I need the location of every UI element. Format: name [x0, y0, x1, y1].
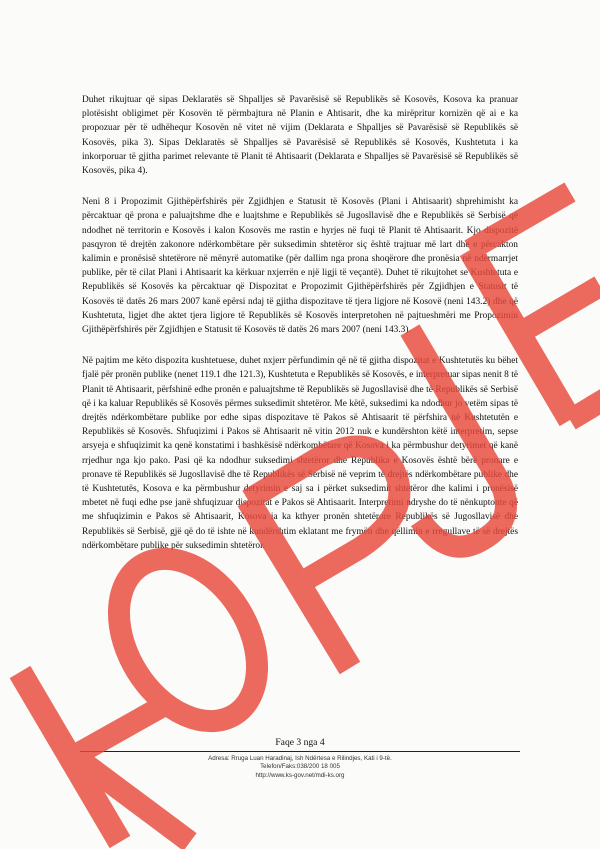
footer-address: [150, 755, 450, 780]
document-body: [82, 93, 518, 570]
page-number: Faqe 3 nga 4: [275, 737, 325, 748]
phone-line: Telefon/Faks:038/200 18 005: [260, 763, 340, 771]
footer-divider: [80, 751, 520, 752]
website-line: http://www.ks-gov.net/mdi-ks.org: [255, 771, 345, 779]
address-line: Adresa: Rruga Luan Haradinaj, Ish Ndërtesa e Rilindjes, Kati i 9-të.: [208, 755, 392, 762]
paragraph-interpretation: Në pajtim me këto dispozita kushtetuese, duhet nxjerr përfundimin që në të gjitha dispozitat e Kushtetutës ku bëhet fjalë për pronën publike (nenet 119.1 dhe 121.3), Kushtetuta e Republikës së Kosovës, e interpretuar sipas nenit 8 të Planit të Ahtisaarit, përfshinë edhe pronën e paluajtshme të Republikës së Jugosllavisë dhe të Republikës së Serbisë që i ka kaluar Republikës së Kosovës përmes suksedimit shtetëror. Me këtë, suksedimi ka ndodhur jo vetëm sipas të drejtës ndërkombëtare publike por edhe sipas dispozitave të Pakos së Ahtisaarit të përfshira në Kushtetutën e Republikës së Kosovës. Shfuqizimi i Pakos së Ahtisaarit në vitin 2012 nuk e kundërshton këtë interpretim, sepse arsyeja e shfuqizimit ka qenë konstatimi i bashkësisë ndërkombëtare që Kosova i ka përmbushur detyrimet që kanë rrjedhur nga kjo pako. Pasi që ka ndodhur suksedimi shtetëror dhe Republika e Kosovës është bërë pronare e pronave të Republikës së Jugosllavisë dhe të Republikës së Serbisë në veprim të drejtës ndërkombëtare publike dhe të Kushtetutës, Kosova e ka përmbushur detyrimin e saj sa i përket suksedimit shtetëror dhe kalimi i pronësisë mbetet në fuqi edhe pse janë shfuqizuar dispozitat e Pakos së Ahtisaarit. Interpretimi ndryshe do të nënkuptonte që me shfuqizimin e Pakos së Ahtisaarit, Kosova ia ka kthyer pronën shtetërore Republikës së Jugosllavisë dhe Republikës së Serbisë, gjë që do të ishte në kundërshtim eklatant me frymën dhe qëllimin e rregullave të së drejtës ndërkombëtare publike për suksedimin shtetëror.: [82, 356, 518, 551]
paragraph-article-8: Neni 8 i Propozimit Gjithëpërfshirës për Zgjidhjen e Statusit të Kosovës (Plani i Ahtisaarit) shprehimisht ka përcaktuar që prona e paluajtshme dhe e luajtshme e Republikës së Jugosllavisë dhe e Republikës së Serbisë që ndodhet në territorin e Kosovës i kalon Kosovës me rastin e hyrjes në fuqi të Planit të Ahtisaarit. Kjo dispozitë pasqyron të drejtën zakonore ndërkombëtare për suksedimin shtetëror siç është trajtuar më lart dhe e përcakton kalimin e pronësisë shtetërore në mënyrë automatike (për dallim nga prona shoqërore dhe pronësia në ndërmarrjet publike, për të cilat Plani i Ahtisaarit ka kërkuar nxjerrën e një ligji të veçantë). Duhet të rikujtohet se Kushtetuta e Republikës së Kosovës ka përcaktuar që Dispozitat e Propozimit Gjithëpërfshirës për Zgjidhjen e Statusit të Kosovës të datës 26 mars 2007 kanë epërsi ndaj të gjitha dispozitave të tjera ligjore në Kosovë (neni 143.2) dhe që Kushtetuta, ligjet dhe aktet tjera ligjore të Republikës së Kosovës interpretohen në pajtueshmëri me Propozimin Gjithëpërfshirës për Zgjidhjen e Statusit të Kosovës të datës 26 mars 2007 (neni 143.3).: [82, 197, 518, 336]
paragraph-declaration: Duhet rikujtuar që sipas Deklaratës së Shpalljes së Pavarësisë së Republikës së Kosovës, Kosova ka pranuar plotësisht obligimet për Kosovën të përmbajtura në Planin e Ahtisarit, dhe ka mirëpritur kornizën që ai e ka propozuar për të udhëhequr Kosovën në vitet në vijim (Deklarata e Shpalljes së Pavarësisë së Republikës së Kosovës, pika 3). Sipas Deklaratës së Shpalljes së Pavarësisë së Republikës së Kosovës, Kushtetuta i ka inkorporuar të gjitha parimet relevante të Planit të Ahtisaarit (Deklarata e Shpalljes së Pavarësisë së Republikës së Kosovës, pika 4).: [82, 95, 518, 177]
page-footer: [80, 737, 520, 752]
